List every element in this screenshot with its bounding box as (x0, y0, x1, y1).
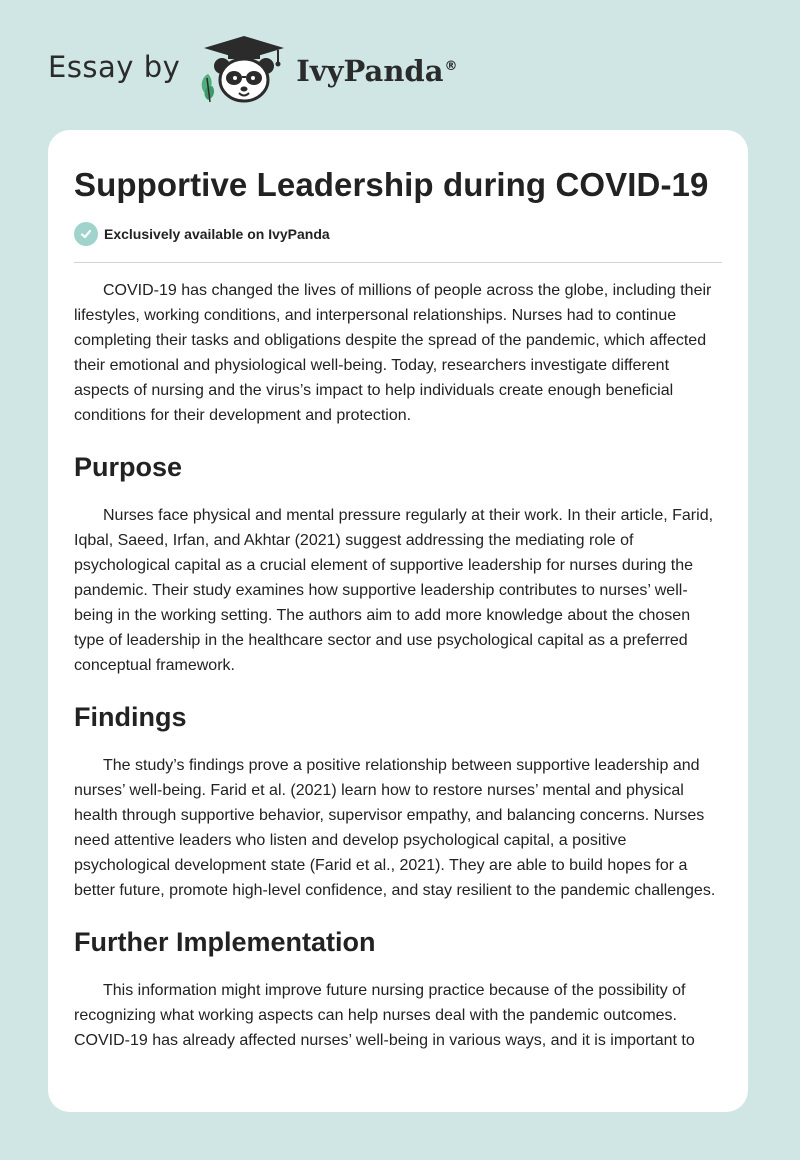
intro-paragraph: COVID-19 has changed the lives of millions of people across the globe, including their lifestyles, working conditions, and interpersonal relationships. Nurses had to continue completing their tasks and obligations despite the spread of the pandemic, which affected their emotional and physiological well-being. Today, researchers investigate different aspects of nursing and the virus’s impact to help individuals create enough beneficial conditions for their development and protection. (74, 282, 712, 424)
section-heading-findings: Findings (74, 702, 187, 732)
registered-mark: ® (444, 59, 458, 75)
page-title: Supportive Leadership during COVID-19 (74, 166, 709, 203)
brand-header[interactable] (48, 34, 458, 104)
check-icon (74, 222, 98, 246)
section-heading-further-implementation: Further Implementation (74, 927, 376, 957)
section-paragraph-findings: The study’s findings prove a positive relationship between supportive leadership and nurses’ well-being. Farid et al. (2021) learn how to restore nurses’ mental and physical health through supportive behavior, supervisor empathy, and balancing concerns. Nurses need attentive leaders who listen and develop psychological capital, a positive psychological development state (Farid et al., 2021). They are able to build hopes for a better future, promote high-level confidence, and stay resilient to the pandemic challenges. (74, 757, 716, 899)
panda-graduate-icon (198, 34, 290, 104)
section-heading-purpose: Purpose (74, 452, 183, 482)
essay-card (48, 130, 748, 1112)
availability-badge (74, 222, 330, 246)
section-purpose (74, 451, 724, 678)
title-divider (74, 262, 722, 263)
essay-body (74, 278, 724, 1053)
section-paragraph-purpose: Nurses face physical and mental pressure regularly at their work. In their article, Farid, Iqbal, Saeed, Irfan, and Akhtar (2021) suggest addressing the mediating role of psychological capital as a crucial element of supportive leadership for nurses during the pandemic. Their study examines how supportive leadership contributes to nurses’ well-being in the working setting. The authors aim to add more knowledge about the chosen type of leadership in the healthcare sector and use psychological capital as a preferred conceptual framework. (74, 507, 714, 674)
brand-name: IvyPanda® (296, 54, 458, 88)
section-further-implementation (74, 926, 724, 1053)
brand-prefix: Essay by (48, 50, 181, 84)
section-findings (74, 701, 724, 903)
section-paragraph-further-implementation: This information might improve future nursing practice because of the possibility of recognizing what working aspects can help nurses deal with the pandemic outcomes. COVID-19 has already affected nurses’ well-being in various ways, and it is important to (74, 982, 695, 1049)
badge-label: Exclusively available on IvyPanda (104, 226, 330, 242)
